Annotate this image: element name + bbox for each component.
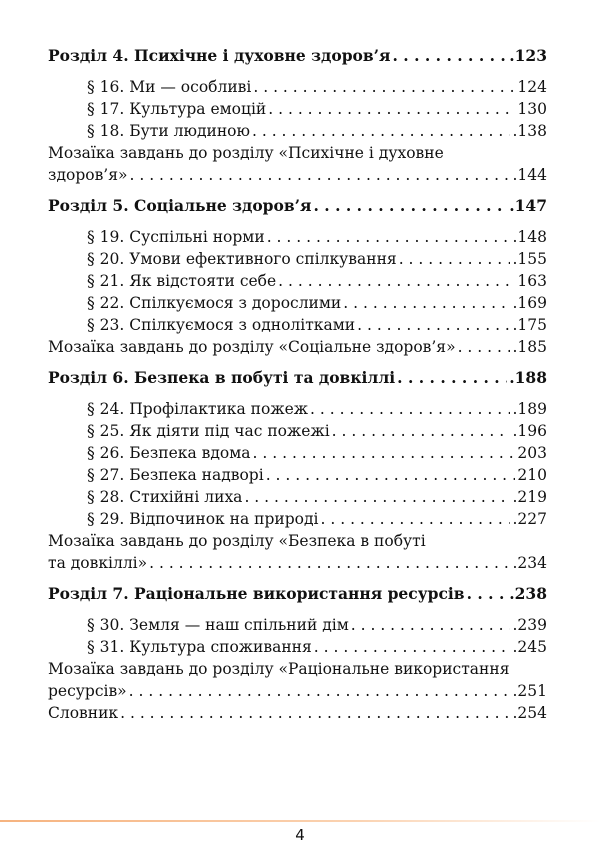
- dot-leader: [252, 120, 511, 142]
- entry-title: § 25. Як діяти під час пожежі: [87, 422, 330, 440]
- dot-leader: [120, 702, 510, 724]
- dot-leader: [332, 420, 511, 442]
- toc-entry[interactable]: [48, 292, 547, 314]
- dot-leader: [343, 292, 510, 314]
- dot-leader: [266, 464, 516, 486]
- toc-entry[interactable]: [48, 98, 547, 120]
- toc-entry[interactable]: [48, 442, 547, 464]
- dot-leader: [314, 636, 511, 658]
- toc-entry[interactable]: [48, 120, 547, 142]
- dot-leader: [458, 336, 511, 358]
- entry-title: Мозаїка завдань до розділу «Психічне і духовне: [48, 144, 444, 162]
- entry-page: 130: [517, 100, 547, 118]
- entry-title: § 16. Ми — особливі: [87, 78, 252, 96]
- dot-leader: [130, 164, 511, 186]
- entry-page: .251: [512, 682, 547, 700]
- dot-leader: [244, 486, 510, 508]
- dot-leader: [253, 76, 515, 98]
- entry-page: .227: [512, 510, 547, 528]
- entry-title: Мозаїка завдань до розділу «Соціальне здоров’я»: [48, 338, 456, 356]
- chapter-heading[interactable]: [48, 367, 547, 389]
- entry-page: .155: [512, 250, 547, 268]
- toc-entry[interactable]: [48, 614, 547, 636]
- entry-title: Розділ 7. Раціональне використання ресурсів: [48, 584, 465, 603]
- entry-title: § 19. Суспільні норми: [87, 228, 265, 246]
- entry-page: .169: [512, 294, 547, 312]
- entry-title: § 29. Відпочинок на природі: [87, 510, 319, 528]
- entry-page: .147: [509, 196, 547, 215]
- entry-page: 124: [517, 78, 547, 96]
- entry-title: § 26. Безпека вдома: [87, 444, 251, 462]
- entry-page: .144: [512, 166, 547, 184]
- entry-title: § 20. Умови ефективного спілкування: [87, 250, 397, 268]
- toc-entry[interactable]: [48, 464, 547, 486]
- dot-leader: [321, 508, 511, 530]
- entry-title: Розділ 5. Соціальне здоров’я: [48, 196, 312, 215]
- entry-page: 203: [517, 444, 547, 462]
- dot-leader: [357, 314, 510, 336]
- dot-leader: [129, 680, 511, 702]
- entry-page: .188: [509, 368, 547, 387]
- entry-title: Розділ 6. Безпека в побуті та довкіллі: [48, 368, 396, 387]
- entry-title: § 22. Спілкуємося з дорослими: [87, 294, 342, 312]
- entry-page: .234: [512, 554, 547, 572]
- entry-title: § 18. Бути людиною: [87, 122, 250, 140]
- chapter-heading[interactable]: [48, 45, 547, 67]
- entry-title: § 21. Як відстояти себе: [87, 272, 277, 290]
- dot-leader: [467, 583, 508, 605]
- entry-page: .239: [512, 616, 547, 634]
- dot-leader: [393, 45, 508, 67]
- entry-title: ресурсів»: [48, 682, 127, 700]
- toc-entry[interactable]: [48, 508, 547, 530]
- entry-title: § 28. Стихійні лиха: [87, 488, 243, 506]
- footer-rule: [0, 820, 600, 822]
- entry-title: Мозаїка завдань до розділу «Раціональне використання: [48, 660, 510, 678]
- mosaic-entry-line[interactable]: [48, 142, 547, 164]
- entry-page: .123: [509, 46, 547, 65]
- mosaic-entry[interactable]: [48, 164, 547, 186]
- entry-page: .254: [512, 704, 547, 722]
- dot-leader: [267, 226, 511, 248]
- dot-leader: [313, 195, 507, 217]
- chapter-heading[interactable]: [48, 583, 547, 605]
- entry-page: .196: [512, 422, 547, 440]
- dot-leader: [278, 270, 515, 292]
- table-of-contents: [48, 45, 547, 724]
- dot-leader: [253, 442, 516, 464]
- dot-leader: [149, 552, 510, 574]
- toc-entry[interactable]: [48, 636, 547, 658]
- mosaic-entry[interactable]: [48, 552, 547, 574]
- mosaic-entry-line[interactable]: [48, 530, 547, 552]
- toc-entry[interactable]: [48, 314, 547, 336]
- entry-title: Розділ 4. Психічне і духовне здоров’я: [48, 46, 391, 65]
- entry-title: здоров’я»: [48, 166, 128, 184]
- entry-page: .245: [512, 638, 547, 656]
- dot-leader: [310, 398, 510, 420]
- entry-page: .175: [512, 316, 547, 334]
- entry-page: 163: [517, 272, 547, 290]
- entry-title: § 30. Земля — наш спільний дім: [87, 616, 349, 634]
- entry-page: 210: [517, 466, 547, 484]
- toc-entry[interactable]: [48, 270, 547, 292]
- entry-title: § 23. Спілкуємося з однолітками: [87, 316, 356, 334]
- mosaic-entry-line[interactable]: [48, 658, 547, 680]
- toc-entry[interactable]: [48, 76, 547, 98]
- dot-leader: [268, 98, 515, 120]
- toc-entry[interactable]: [48, 248, 547, 270]
- entry-page: .238: [509, 584, 547, 603]
- toc-entry[interactable]: [48, 398, 547, 420]
- glossary-entry[interactable]: [48, 702, 547, 724]
- entry-page: .189: [512, 400, 547, 418]
- dot-leader: [351, 614, 511, 636]
- entry-title: § 24. Профілактика пожеж: [87, 400, 309, 418]
- entry-title: § 31. Культура споживання: [87, 638, 312, 656]
- entry-page: .138: [512, 122, 547, 140]
- dot-leader: [397, 367, 507, 389]
- chapter-heading[interactable]: [48, 195, 547, 217]
- page-number: 4: [295, 826, 305, 844]
- mosaic-entry[interactable]: [48, 680, 547, 702]
- toc-entry[interactable]: [48, 486, 547, 508]
- entry-page: .219: [512, 488, 547, 506]
- entry-title: Мозаїка завдань до розділу «Безпека в побуті: [48, 532, 426, 550]
- entry-title: § 17. Культура емоцій: [87, 100, 267, 118]
- entry-title: Словник: [48, 704, 119, 722]
- entry-page: .148: [512, 228, 547, 246]
- toc-entry[interactable]: [48, 420, 547, 442]
- mosaic-entry[interactable]: [48, 336, 547, 358]
- dot-leader: [399, 248, 511, 270]
- entry-page: .185: [512, 338, 547, 356]
- entry-title: § 27. Безпека надворі: [87, 466, 264, 484]
- toc-entry[interactable]: [48, 226, 547, 248]
- entry-title: та довкіллі»: [48, 554, 148, 572]
